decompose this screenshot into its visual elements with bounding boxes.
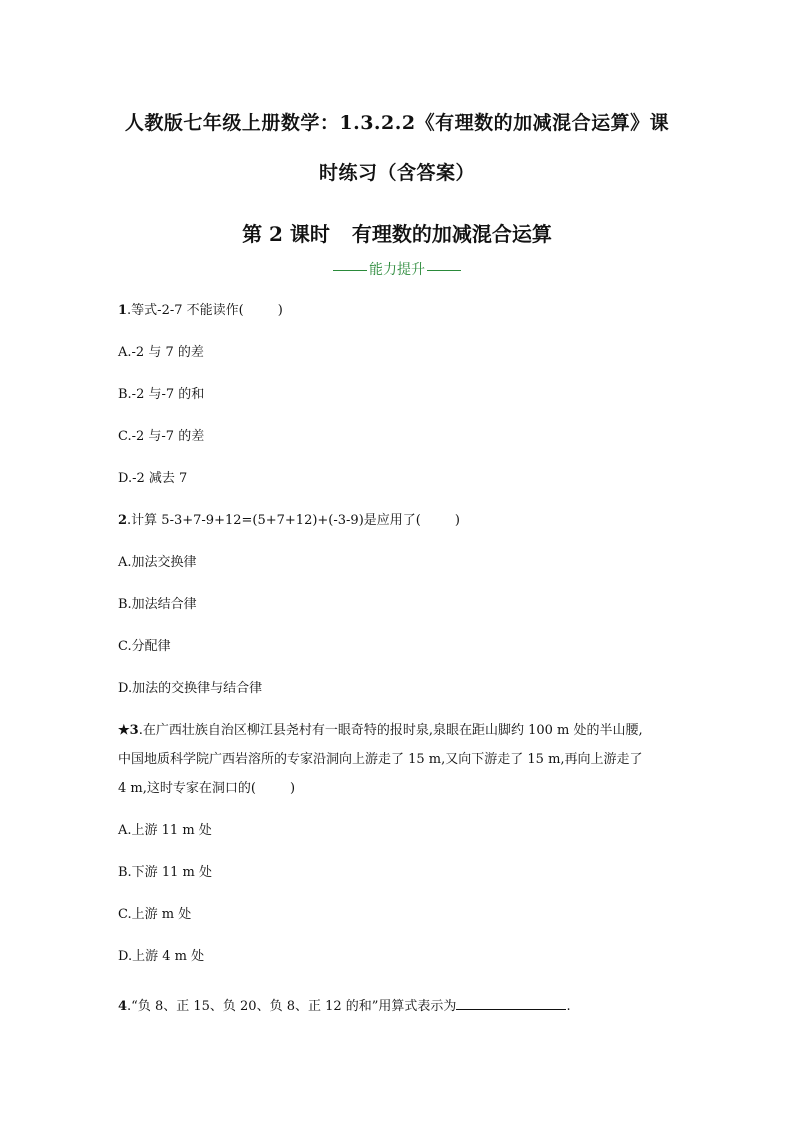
question-1-option-a: A.-2 与 7 的差	[118, 345, 204, 360]
question-1-option-b: B.-2 与-7 的和	[118, 387, 205, 402]
question-3-option-a: A.上游 11 m 处	[118, 823, 212, 838]
question-1-option-d: D.-2 减去 7	[118, 471, 188, 486]
question-number: ★3	[118, 723, 139, 738]
question-4-stem: 4.“负 8、正 15、负 20、负 8、正 12 的和”用算式表示为 .	[118, 995, 698, 1017]
document-title-line-2: 时练习（含答案）	[318, 162, 475, 184]
question-1-stem: 1.等式-2-7 不能读作( )	[118, 303, 283, 318]
question-2-option-b: B.加法结合律	[118, 597, 197, 612]
section-tag	[0, 259, 794, 279]
question-2-stem: 2.计算 5-3+7-9+12=(5+7+12)+(-3-9)是应用了( )	[118, 513, 460, 528]
question-1-option-c: C.-2 与-7 的差	[118, 429, 205, 444]
question-2-option-c: C.分配律	[118, 639, 171, 654]
section-rule-right	[427, 270, 461, 271]
question-3-stem-line-3: 4 m,这时专家在洞口的( )	[118, 781, 296, 796]
document-title-line-1: 人教版七年级上册数学：1.3.2.2《有理数的加减混合运算》课	[124, 112, 670, 134]
question-number: 1	[118, 303, 128, 318]
question-number: 2	[118, 513, 128, 528]
question-number: 4	[118, 999, 128, 1014]
answer-blank[interactable]	[456, 995, 566, 1010]
lesson-number: 第 2 课时	[242, 222, 330, 246]
question-3-option-c: C.上游 m 处	[118, 907, 192, 922]
lesson-topic: 有理数的加减混合运算	[351, 222, 552, 246]
lesson-title	[0, 218, 794, 247]
question-2-option-a: A.加法交换律	[118, 555, 197, 570]
section-tag-label: 能力提升	[369, 262, 425, 278]
question-3-stem-line-1: ★3.在广西壮族自治区柳江县尧村有一眼奇特的报时泉,泉眼在距山脚约 100 m 处的半山腰,	[118, 723, 643, 738]
question-3-stem-line-2: 中国地质科学院广西岩溶所的专家沿洞向上游走了 15 m,又向下游走了 15 m,再向上游走了	[118, 752, 643, 767]
question-2-option-d: D.加法的交换律与结合律	[118, 681, 263, 696]
section-rule-left	[333, 270, 367, 271]
question-3-option-b: B.下游 11 m 处	[118, 865, 212, 880]
question-3-option-d: D.上游 4 m 处	[118, 949, 205, 964]
